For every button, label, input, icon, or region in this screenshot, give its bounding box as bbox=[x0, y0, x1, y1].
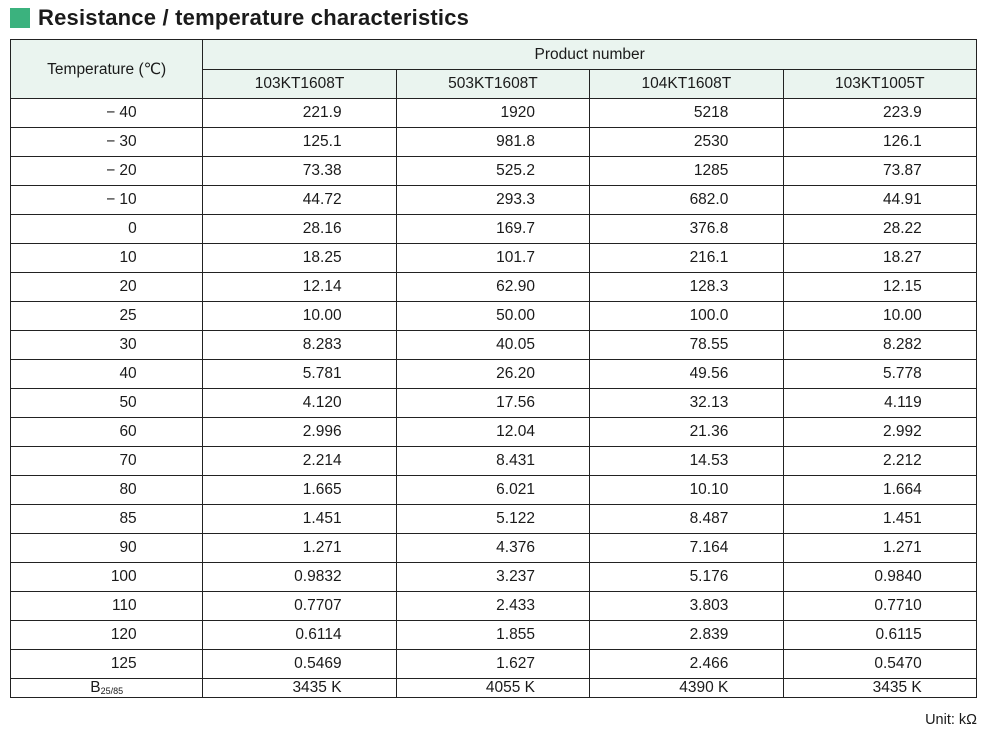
table-cell: 3435 K bbox=[203, 679, 396, 698]
section-heading bbox=[10, 4, 469, 32]
product-number-group-header: Product number bbox=[203, 40, 977, 70]
page-title: Resistance / temperature characteristics bbox=[38, 5, 470, 30]
table-cell: 376.8 bbox=[590, 215, 783, 244]
product-header: 104KT1608T bbox=[590, 70, 783, 99]
table-row bbox=[11, 244, 977, 273]
table-cell: 4055 K bbox=[396, 679, 589, 698]
table-row bbox=[11, 360, 977, 389]
temperature-column-header: Temperature (℃) bbox=[11, 40, 203, 99]
temperature-cell: 25 bbox=[11, 302, 203, 331]
table-cell: 10.00 bbox=[783, 302, 976, 331]
table-cell: 0.5470 bbox=[783, 650, 976, 679]
table-cell: 73.38 bbox=[203, 157, 396, 186]
table-cell: 0.6115 bbox=[783, 621, 976, 650]
table-cell: 62.90 bbox=[396, 273, 589, 302]
product-header: 503KT1608T bbox=[396, 70, 589, 99]
table-cell: 26.20 bbox=[396, 360, 589, 389]
table-cell: 12.15 bbox=[783, 273, 976, 302]
table-cell: 4.376 bbox=[396, 534, 589, 563]
table-cell: 2.466 bbox=[590, 650, 783, 679]
table-cell: 8.283 bbox=[203, 331, 396, 360]
table-cell: 49.56 bbox=[590, 360, 783, 389]
table-row bbox=[11, 215, 977, 244]
temperature-cell: 100 bbox=[11, 563, 203, 592]
table-row bbox=[11, 592, 977, 621]
table-cell: 3.237 bbox=[396, 563, 589, 592]
table-cell: 18.27 bbox=[783, 244, 976, 273]
table-cell: 4.119 bbox=[783, 389, 976, 418]
table-cell: 12.04 bbox=[396, 418, 589, 447]
table-cell: 5.176 bbox=[590, 563, 783, 592]
temperature-cell: 40 bbox=[11, 360, 203, 389]
temperature-cell: 50 bbox=[11, 389, 203, 418]
temperature-cell: − 10 bbox=[11, 186, 203, 215]
table-row bbox=[11, 534, 977, 563]
table-row bbox=[11, 447, 977, 476]
table-row bbox=[11, 186, 977, 215]
table-cell: 5218 bbox=[590, 99, 783, 128]
table-cell: 1285 bbox=[590, 157, 783, 186]
table-row bbox=[11, 389, 977, 418]
unit-note: Unit: kΩ bbox=[925, 712, 977, 728]
table-cell: 1.451 bbox=[203, 505, 396, 534]
table-cell: 4390 K bbox=[590, 679, 783, 698]
table-cell: 1.664 bbox=[783, 476, 976, 505]
table-cell: 100.0 bbox=[590, 302, 783, 331]
table-cell: 293.3 bbox=[396, 186, 589, 215]
table-cell: 10.10 bbox=[590, 476, 783, 505]
table-cell: 17.56 bbox=[396, 389, 589, 418]
table-cell: 28.22 bbox=[783, 215, 976, 244]
temperature-cell: 85 bbox=[11, 505, 203, 534]
temperature-cell: 0 bbox=[11, 215, 203, 244]
temperature-cell: − 40 bbox=[11, 99, 203, 128]
temperature-cell: − 30 bbox=[11, 128, 203, 157]
table-cell: 5.778 bbox=[783, 360, 976, 389]
table-cell: 10.00 bbox=[203, 302, 396, 331]
table-cell: 125.1 bbox=[203, 128, 396, 157]
table-cell: 221.9 bbox=[203, 99, 396, 128]
table-cell: 169.7 bbox=[396, 215, 589, 244]
table-cell: 8.282 bbox=[783, 331, 976, 360]
table-cell: 44.72 bbox=[203, 186, 396, 215]
table-cell: 2.214 bbox=[203, 447, 396, 476]
table-cell: 1.271 bbox=[783, 534, 976, 563]
table-cell: 28.16 bbox=[203, 215, 396, 244]
table-cell: 0.9832 bbox=[203, 563, 396, 592]
table-cell: 128.3 bbox=[590, 273, 783, 302]
table-cell: 2.996 bbox=[203, 418, 396, 447]
table-row bbox=[11, 563, 977, 592]
table-cell: 1920 bbox=[396, 99, 589, 128]
table-cell: 3.803 bbox=[590, 592, 783, 621]
table-cell: 101.7 bbox=[396, 244, 589, 273]
table-row bbox=[11, 302, 977, 331]
table-cell: 0.6114 bbox=[203, 621, 396, 650]
table-row bbox=[11, 418, 977, 447]
table-cell: 21.36 bbox=[590, 418, 783, 447]
b-constant-label: $B_{25/85}$ bbox=[11, 679, 203, 698]
temperature-cell: 70 bbox=[11, 447, 203, 476]
table-cell: 2.212 bbox=[783, 447, 976, 476]
table-cell: 682.0 bbox=[590, 186, 783, 215]
table-cell: 3435 K bbox=[783, 679, 976, 698]
table-row bbox=[11, 99, 977, 128]
table-cell: 44.91 bbox=[783, 186, 976, 215]
table-cell: 216.1 bbox=[590, 244, 783, 273]
table-cell: 5.781 bbox=[203, 360, 396, 389]
table-cell: 0.5469 bbox=[203, 650, 396, 679]
table-cell: 2530 bbox=[590, 128, 783, 157]
temperature-cell: 120 bbox=[11, 621, 203, 650]
table-cell: 8.487 bbox=[590, 505, 783, 534]
table-cell: 32.13 bbox=[590, 389, 783, 418]
table-cell: 50.00 bbox=[396, 302, 589, 331]
table-cell: 981.8 bbox=[396, 128, 589, 157]
table-cell: 40.05 bbox=[396, 331, 589, 360]
table-cell: 1.451 bbox=[783, 505, 976, 534]
temperature-cell: 125 bbox=[11, 650, 203, 679]
heading-marker-square bbox=[10, 8, 30, 28]
table-cell: 7.164 bbox=[590, 534, 783, 563]
table-cell: 1.665 bbox=[203, 476, 396, 505]
b-constant-row bbox=[11, 679, 977, 698]
table-cell: 223.9 bbox=[783, 99, 976, 128]
temperature-cell: 80 bbox=[11, 476, 203, 505]
temperature-cell: 20 bbox=[11, 273, 203, 302]
temperature-cell: 10 bbox=[11, 244, 203, 273]
table-row bbox=[11, 650, 977, 679]
table-row bbox=[11, 273, 977, 302]
table-cell: 0.7710 bbox=[783, 592, 976, 621]
table-cell: 4.120 bbox=[203, 389, 396, 418]
table-cell: 73.87 bbox=[783, 157, 976, 186]
table-cell: 1.627 bbox=[396, 650, 589, 679]
product-header: 103KT1005T bbox=[783, 70, 976, 99]
table-cell: 1.271 bbox=[203, 534, 396, 563]
table-row bbox=[11, 331, 977, 360]
table-row bbox=[11, 621, 977, 650]
table-cell: 8.431 bbox=[396, 447, 589, 476]
table-cell: 2.839 bbox=[590, 621, 783, 650]
table-cell: 525.2 bbox=[396, 157, 589, 186]
temperature-cell: 90 bbox=[11, 534, 203, 563]
table-row bbox=[11, 157, 977, 186]
resistance-temperature-table bbox=[10, 39, 977, 698]
table-row bbox=[11, 128, 977, 157]
table-cell: 2.992 bbox=[783, 418, 976, 447]
table-cell: 1.855 bbox=[396, 621, 589, 650]
table-row bbox=[11, 505, 977, 534]
table-cell: 5.122 bbox=[396, 505, 589, 534]
table-cell: 12.14 bbox=[203, 273, 396, 302]
temperature-cell: − 20 bbox=[11, 157, 203, 186]
product-header: 103KT1608T bbox=[203, 70, 396, 99]
table-cell: 0.7707 bbox=[203, 592, 396, 621]
table-cell: 2.433 bbox=[396, 592, 589, 621]
temperature-cell: 30 bbox=[11, 331, 203, 360]
table-cell: 78.55 bbox=[590, 331, 783, 360]
table-cell: 18.25 bbox=[203, 244, 396, 273]
table-body bbox=[11, 99, 977, 679]
table-row bbox=[11, 476, 977, 505]
temperature-cell: 110 bbox=[11, 592, 203, 621]
table-cell: 0.9840 bbox=[783, 563, 976, 592]
table-cell: 6.021 bbox=[396, 476, 589, 505]
temperature-cell: 60 bbox=[11, 418, 203, 447]
table-cell: 14.53 bbox=[590, 447, 783, 476]
table-cell: 126.1 bbox=[783, 128, 976, 157]
